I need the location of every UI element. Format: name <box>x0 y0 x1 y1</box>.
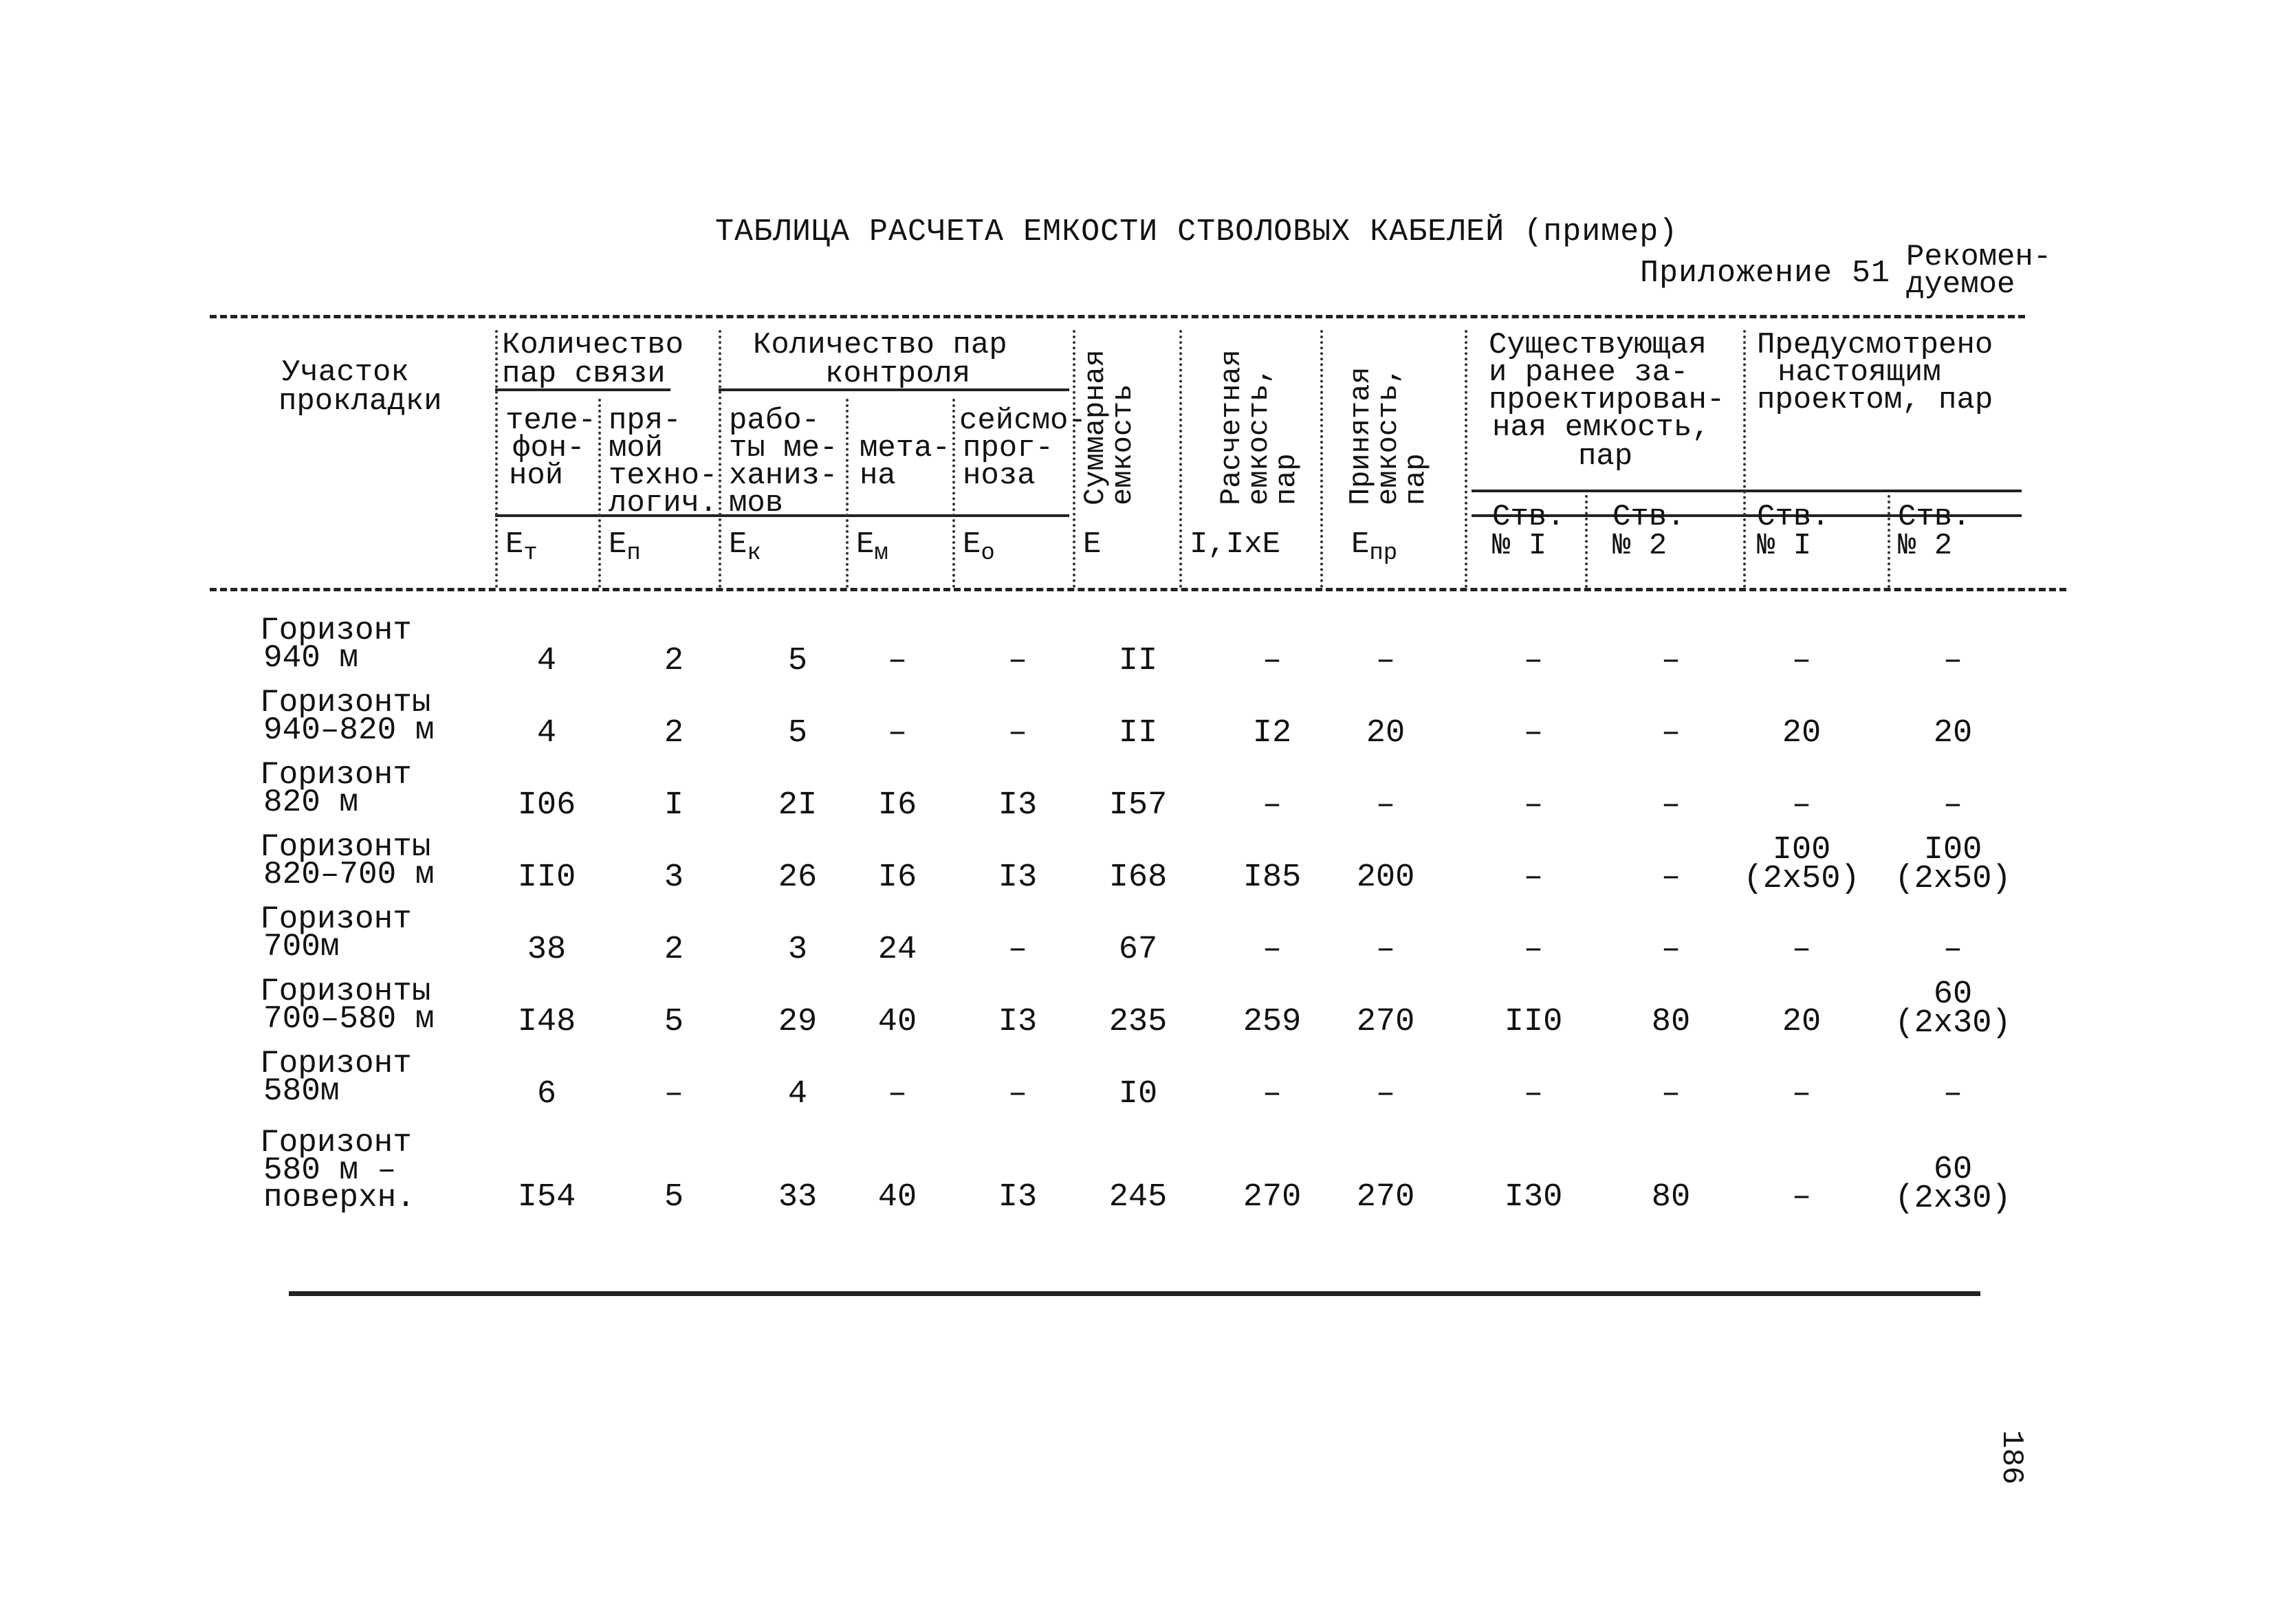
header-mech-2: ты ме- <box>729 431 838 465</box>
row-2-cell-3: 5 <box>787 715 808 751</box>
row-1-cell-12: – <box>1943 643 1963 679</box>
row-1-section-line-1: Горизонт <box>260 613 412 648</box>
header-shaft-2b: № 2 <box>1612 529 1668 563</box>
row-6-cell-10: 80 <box>1651 1004 1691 1040</box>
table-bottom-rule <box>289 1291 1980 1296</box>
row-6-cell-12-line-2: (2х30) <box>1894 1005 2011 1042</box>
header-methane-1: мета- <box>860 431 951 465</box>
row-1-cell-10: – <box>1661 643 1681 679</box>
row-5-cell-4: 24 <box>877 932 917 968</box>
row-3-cell-7: – <box>1262 787 1282 824</box>
row-1-cell-6: II <box>1118 643 1158 679</box>
row-4-cell-11-line-1: I00 <box>1772 832 1831 868</box>
row-6-cell-3: 29 <box>778 1004 818 1040</box>
row-2-section-line-2: 940–820 м <box>263 712 435 748</box>
sym-ep: $Е_п$ <box>609 527 641 567</box>
row-2-cell-11: 20 <box>1782 715 1822 751</box>
row-5-cell-2: 2 <box>664 932 684 968</box>
header-tech-1: пря- <box>609 404 681 438</box>
header-shaft-3b: № I <box>1757 529 1812 563</box>
header-shaft-1b: № I <box>1492 529 1547 563</box>
header-comm-1: Количество <box>502 328 684 362</box>
row-1-section-line-2: 940 м <box>263 640 359 676</box>
row-4-cell-12-line-2: (2х50) <box>1894 861 2011 897</box>
row-8-cell-2: 5 <box>664 1179 684 1216</box>
row-7-cell-5: – <box>1007 1076 1028 1112</box>
row-2-cell-2: 2 <box>664 715 684 751</box>
row-3-cell-9: – <box>1523 787 1544 824</box>
row-1-cell-5: – <box>1007 643 1028 679</box>
row-5-cell-5: – <box>1007 932 1028 968</box>
row-3-section-line-2: 820 м <box>263 784 359 820</box>
row-7-cell-10: – <box>1661 1076 1681 1112</box>
row-3-cell-2: I <box>664 787 684 824</box>
row-7-section-line-2: 580м <box>263 1073 340 1109</box>
appendix-label: Приложение 51 <box>1640 256 1891 291</box>
row-6-cell-6: 235 <box>1108 1004 1168 1040</box>
row-6-section-line-1: Горизонты <box>260 974 431 1009</box>
row-3-cell-6: I57 <box>1108 787 1168 824</box>
header-section-2: прокладки <box>278 384 442 419</box>
status-label-line2: дуемое <box>1906 267 2015 302</box>
col-sep-7 <box>1179 330 1182 588</box>
row-6-cell-12-line-1: 60 <box>1933 976 1973 1013</box>
row-6-cell-8: 270 <box>1356 1004 1415 1040</box>
row-7-cell-8: – <box>1375 1076 1396 1112</box>
row-7-cell-7: – <box>1262 1076 1282 1112</box>
row-4-cell-4: I6 <box>877 859 917 896</box>
header-seismo-1: сейсмо- <box>959 404 1086 438</box>
header-planned-1: Предусмотрено <box>1757 328 1993 362</box>
row-8-section-line-1: Горизонт <box>260 1125 412 1161</box>
row-2-cell-10: – <box>1661 715 1681 751</box>
header-seismo-2: прог- <box>963 431 1054 465</box>
header-seismo-3: ноза <box>963 459 1036 493</box>
header-tech-3: техно- <box>609 459 718 493</box>
header-existing-3: проектирован- <box>1489 383 1725 417</box>
header-accepted-3: пар <box>1399 453 1432 505</box>
row-4-cell-8: 200 <box>1356 859 1415 896</box>
col-sep-2 <box>598 399 601 588</box>
header-section-1: Участок <box>282 355 409 390</box>
col-sep-1 <box>495 330 498 588</box>
header-existing-5: пар <box>1578 439 1633 474</box>
row-6-cell-5: I3 <box>998 1004 1038 1040</box>
row-5-section-line-2: 700м <box>263 929 340 965</box>
row-1-cell-2: 2 <box>664 643 684 679</box>
header-planned-2: настоящим <box>1778 355 1941 390</box>
row-5-section-line-1: Горизонт <box>260 901 412 937</box>
header-existing-2: и ранее за- <box>1489 355 1689 390</box>
row-3-cell-5: I3 <box>998 787 1038 824</box>
row-8-cell-11: – <box>1791 1179 1812 1216</box>
row-2-cell-6: II <box>1118 715 1158 751</box>
page-number: 186 <box>1994 1430 2029 1485</box>
row-2-cell-12: 20 <box>1933 715 1973 751</box>
sym-epr: $Е_{пр}$ <box>1351 527 1398 567</box>
row-8-section-line-3: поверхн. <box>263 1180 415 1216</box>
row-8-cell-8: 270 <box>1356 1179 1415 1216</box>
row-6-cell-4: 40 <box>877 1004 917 1040</box>
sym-ixe: I,IхЕ <box>1190 527 1281 562</box>
header-shaft-1a: Ств. <box>1492 500 1565 534</box>
row-8-section-line-2: 580 м – <box>263 1152 397 1188</box>
row-1-cell-1: 4 <box>536 643 557 679</box>
row-2-cell-9: – <box>1523 715 1544 751</box>
row-7-cell-12: – <box>1943 1076 1963 1112</box>
header-total-1: Суммарная <box>1079 349 1112 505</box>
header-comm-2: пар связи <box>502 357 666 391</box>
row-8-cell-9: I30 <box>1504 1179 1563 1216</box>
row-7-cell-4: – <box>887 1076 908 1112</box>
row-2-cell-4: – <box>887 715 908 751</box>
row-4-cell-10: – <box>1661 859 1681 896</box>
col-sep-11 <box>1743 330 1746 588</box>
row-3-cell-4: I6 <box>877 787 917 824</box>
table-header-bottom-rule <box>210 588 2066 591</box>
row-3-cell-11: – <box>1791 787 1812 824</box>
row-4-section-line-2: 820–700 м <box>263 857 435 892</box>
col-sep-10 <box>1585 495 1588 588</box>
row-8-cell-6: 245 <box>1108 1179 1168 1216</box>
row-8-cell-12-line-2: (2х30) <box>1894 1181 2011 1217</box>
row-7-cell-9: – <box>1523 1076 1544 1112</box>
header-calc-1: Расчетная <box>1215 349 1248 505</box>
row-3-cell-10: – <box>1661 787 1681 824</box>
row-5-cell-11: – <box>1791 932 1812 968</box>
header-existing-1: Существующая <box>1489 328 1707 362</box>
row-5-cell-3: 3 <box>787 932 808 968</box>
row-8-cell-10: 80 <box>1651 1179 1691 1216</box>
planned-existing-rule <box>1472 490 2022 492</box>
col-sep-6 <box>1073 330 1075 588</box>
sym-em: $Е_м$ <box>856 527 888 567</box>
row-6-cell-1: I48 <box>517 1004 576 1040</box>
row-1-cell-9: – <box>1523 643 1544 679</box>
row-8-cell-4: 40 <box>877 1179 917 1216</box>
header-methane-2: на <box>860 459 896 493</box>
col-sep-9 <box>1465 330 1467 588</box>
row-7-cell-3: 4 <box>787 1076 808 1112</box>
row-8-cell-7: 270 <box>1243 1179 1302 1216</box>
header-calc-3: пар <box>1270 453 1303 505</box>
header-planned-3: проектом, пар <box>1757 383 1993 417</box>
header-phone-3: ной <box>509 459 564 493</box>
row-2-section-line-1: Горизонты <box>260 685 431 721</box>
header-accepted-1: Принятая <box>1344 366 1377 505</box>
status-label-line1: Рекомен- <box>1906 240 2052 274</box>
row-7-cell-1: 6 <box>536 1076 557 1112</box>
row-7-section-line-1: Горизонт <box>260 1046 412 1082</box>
row-4-cell-5: I3 <box>998 859 1038 896</box>
row-2-cell-8: 20 <box>1366 715 1406 751</box>
row-4-cell-6: I68 <box>1108 859 1168 896</box>
row-2-cell-5: – <box>1007 715 1028 751</box>
col-sep-4 <box>846 399 849 588</box>
row-4-cell-1: II0 <box>517 859 576 896</box>
header-shaft-4b: № 2 <box>1898 529 1953 563</box>
header-phone-2: фон- <box>512 431 585 465</box>
row-3-cell-8: – <box>1375 787 1396 824</box>
sym-eo: $Е_о$ <box>963 527 995 567</box>
row-1-cell-4: – <box>887 643 908 679</box>
header-mech-3: ханиз- <box>729 459 838 493</box>
row-4-cell-11-line-2: (2х50) <box>1743 861 1860 897</box>
col-sep-3 <box>719 330 721 588</box>
row-5-cell-10: – <box>1661 932 1681 968</box>
header-total-2: емкость <box>1106 384 1139 505</box>
row-8-cell-12-line-1: 60 <box>1933 1152 1973 1188</box>
row-8-cell-1: I54 <box>517 1179 576 1216</box>
row-2-cell-7: I2 <box>1252 715 1292 751</box>
header-existing-4: ная емкость, <box>1492 410 1710 445</box>
row-6-cell-11: 20 <box>1782 1004 1822 1040</box>
row-8-cell-5: I3 <box>998 1179 1038 1216</box>
row-3-cell-12: – <box>1943 787 1963 824</box>
row-1-cell-7: – <box>1262 643 1282 679</box>
header-mech-1: рабо- <box>729 404 820 438</box>
row-4-cell-12-line-1: I00 <box>1923 832 1982 868</box>
table-top-rule <box>210 315 2025 318</box>
header-shaft-4a: Ств. <box>1898 500 1971 534</box>
col-sep-12 <box>1888 495 1890 588</box>
row-6-cell-9: II0 <box>1504 1004 1563 1040</box>
row-5-cell-8: – <box>1375 932 1396 968</box>
sym-e: Е <box>1083 527 1102 562</box>
document-title: ТАБЛИЦА РАСЧЕТА ЕМКОСТИ СТВОЛОВЫХ КАБЕЛЕЙ (пример) <box>715 215 1679 250</box>
header-tech-4: логич. <box>609 486 718 520</box>
col-sep-5 <box>952 399 955 588</box>
row-6-cell-2: 5 <box>664 1004 684 1040</box>
row-5-cell-7: – <box>1262 932 1282 968</box>
row-7-cell-11: – <box>1791 1076 1812 1112</box>
row-4-cell-7: I85 <box>1243 859 1302 896</box>
row-3-cell-1: I06 <box>517 787 576 824</box>
row-7-cell-6: I0 <box>1118 1076 1158 1112</box>
row-1-cell-3: 5 <box>787 643 808 679</box>
header-control-1: Количество пар <box>753 328 1007 362</box>
row-5-cell-9: – <box>1523 932 1544 968</box>
row-5-cell-6: 67 <box>1118 932 1158 968</box>
header-tech-2: мой <box>609 431 664 465</box>
row-4-section-line-1: Горизонты <box>260 829 431 865</box>
row-4-cell-2: 3 <box>664 859 684 896</box>
header-shaft-2a: Ств. <box>1612 500 1685 534</box>
row-6-cell-7: 259 <box>1243 1004 1302 1040</box>
row-3-section-line-1: Горизонт <box>260 757 412 793</box>
header-mech-4: мов <box>729 486 784 520</box>
col-sep-8 <box>1320 330 1323 588</box>
row-8-cell-3: 33 <box>778 1179 818 1216</box>
row-5-cell-12: – <box>1943 932 1963 968</box>
header-calc-2: емкость, <box>1243 366 1276 505</box>
row-2-cell-1: 4 <box>536 715 557 751</box>
header-phone-1: теле- <box>505 404 597 438</box>
sym-et: $Е_т$ <box>505 527 538 567</box>
row-4-cell-3: 26 <box>778 859 818 896</box>
row-1-cell-11: – <box>1791 643 1812 679</box>
header-accepted-2: емкость, <box>1372 366 1405 505</box>
row-1-cell-8: – <box>1375 643 1396 679</box>
header-shaft-3a: Ств. <box>1757 500 1830 534</box>
header-control-2: контроля <box>825 357 971 391</box>
row-5-cell-1: 38 <box>527 932 567 968</box>
row-3-cell-3: 2I <box>778 787 818 824</box>
sym-ek: $Е_к$ <box>729 527 761 567</box>
row-4-cell-9: – <box>1523 859 1544 896</box>
row-6-section-line-2: 700–580 м <box>263 1001 435 1037</box>
row-7-cell-2: – <box>664 1076 684 1112</box>
